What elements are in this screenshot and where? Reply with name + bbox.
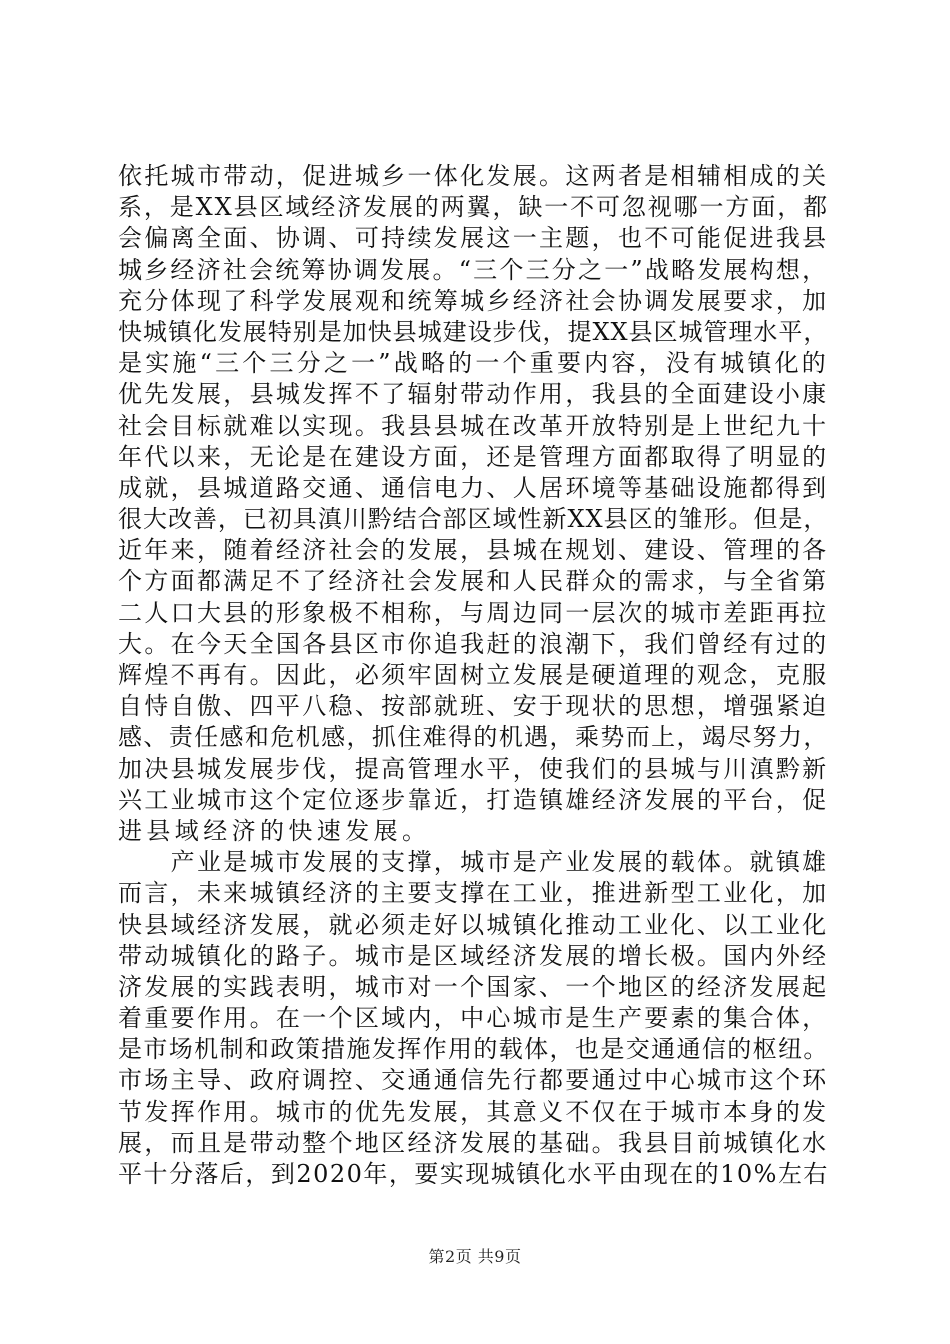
text-line: 社会目标就难以实现。我县县城在改革开放特别是上世纪九十 <box>118 411 829 440</box>
body-text <box>118 161 830 1190</box>
text-line: 着重要作用。在一个区域内，中心城市是生产要素的集合体， <box>118 1004 829 1033</box>
text-line: 展，而且是带动整个地区经济发展的基础。我县目前城镇化水 <box>118 1128 829 1157</box>
text-line: 加决县城发展步伐，提高管理水平，使我们的县城与川滇黔新 <box>118 754 829 783</box>
text-line: 年代以来，无论是在建设方面，还是管理方面都取得了明显的 <box>118 442 829 471</box>
text-line: 二人口大县的形象极不相称，与周边同一层次的城市差距再拉 <box>118 598 829 627</box>
text-line: 产业是城市发展的支撑，城市是产业发展的载体。就镇雄 <box>118 848 829 877</box>
text-line: 节发挥作用。城市的优先发展，其意义不仅在于城市本身的发 <box>118 1097 829 1126</box>
text-line: 自恃自傲、四平八稳、按部就班、安于现状的思想，增强紧迫 <box>118 692 829 721</box>
text-line: 进县域经济的快速发展。 <box>118 816 431 845</box>
text-line: 是市场机制和政策措施发挥作用的载体，也是交通通信的枢纽。 <box>118 1035 829 1064</box>
text-line: 个方面都满足不了经济社会发展和人民群众的需求，与全省第 <box>118 567 829 596</box>
text-line: 依托城市带动，促进城乡一体化发展。这两者是相辅相成的关 <box>118 162 829 190</box>
text-line: 市场主导、政府调控、交通通信先行都要通过中心城市这个环 <box>118 1066 829 1095</box>
text-line: 会偏离全面、协调、可持续发展这一主题，也不可能促进我县 <box>118 224 829 253</box>
text-line: 带动城镇化的路子。城市是区域经济发展的增长极。国内外经 <box>118 941 829 970</box>
text-line: 而言，未来城镇经济的主要支撑在工业，推进新型工业化，加 <box>118 879 829 908</box>
text-line: 快城镇化发展特别是加快县城建设步伐，提XX县区城管理水平， <box>118 317 829 346</box>
text-line: 兴工业城市这个定位逐步靠近，打造镇雄经济发展的平台，促 <box>118 785 829 814</box>
text-line: 是实施“三个三分之一”战略的一个重要内容，没有城镇化的 <box>118 349 829 378</box>
page-footer: 第2页 共9页 <box>428 1247 522 1266</box>
text-line: 平十分落后，到2020年，要实现城镇化水平由现在的10%左右 <box>118 1160 829 1188</box>
text-line: 成就，县城道路交通、通信电力、人居环境等基础设施都得到 <box>118 473 829 502</box>
text-line: 充分体现了科学发展观和统筹城乡经济社会协调发展要求，加 <box>118 286 829 315</box>
text-line: 系，是XX县区域经济发展的两翼，缺一不可忽视哪一方面，都 <box>118 193 829 222</box>
text-line: 济发展的实践表明，城市对一个国家、一个地区的经济发展起 <box>118 972 829 1001</box>
text-line: 大。在今天全国各县区市你追我赶的浪潮下，我们曾经有过的 <box>118 629 829 658</box>
text-line: 辉煌不再有。因此，必须牢固树立发展是硬道理的观念，克服 <box>118 661 829 689</box>
text-line: 快县域经济发展，就必须走好以城镇化推动工业化、以工业化 <box>118 910 829 939</box>
text-line: 城乡经济社会统筹协调发展。“三个三分之一”战略发展构想， <box>118 255 829 284</box>
text-line: 优先发展，县城发挥不了辐射带动作用，我县的全面建设小康 <box>118 380 829 409</box>
text-line: 近年来，随着经济社会的发展，县城在规划、建设、管理的各 <box>118 536 829 565</box>
text-line: 很大改善，已初具滇川黔结合部区域性新XX县区的雏形。但是， <box>118 505 829 534</box>
text-line: 感、责任感和危机感，抓住难得的机遇，乘势而上，竭尽努力， <box>118 723 829 752</box>
